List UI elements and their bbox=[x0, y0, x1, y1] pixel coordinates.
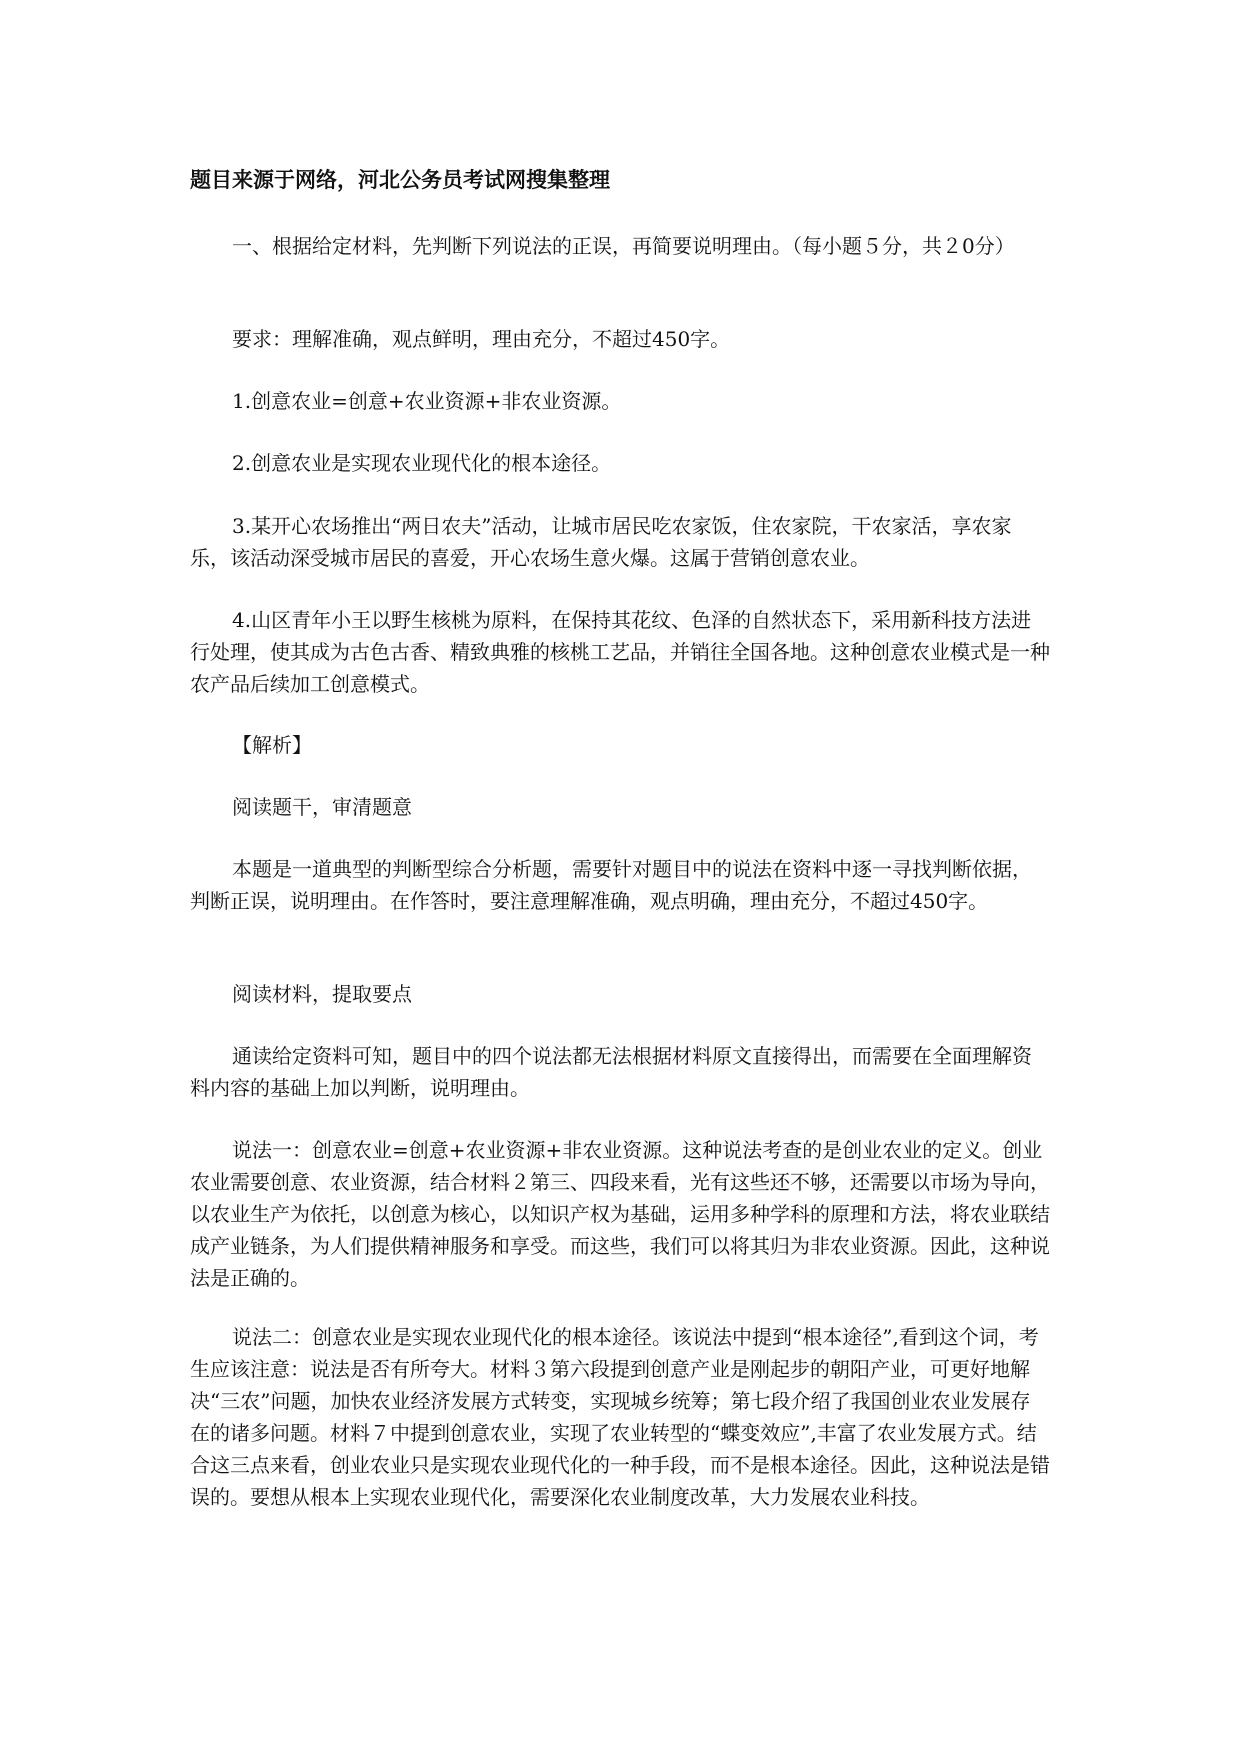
question-intro-paragraph: 一、根据给定材料，先判断下列说法的正误，再简要说明理由。（每小题５分，共２0分） bbox=[232, 234, 1015, 258]
document-title: 题目来源于网络，河北公务员考试网搜集整理 bbox=[190, 168, 610, 192]
requirement-paragraph: 要求：理解准确，观点鲜明，理由充分，不超过450字。 bbox=[232, 327, 731, 351]
statement-2-analysis-paragraph: 说法二：创意农业是实现农业现代化的根本途径。该说法中提到“根本途径”,看到这个词，考生应该注意：说法是否有所夸大。材料３第六段提到创意产业是刚起步的朝阳产业，可更好地解决“三农”问题，加快农业经济发展方式转变，实现城乡统筹；第七段介绍了我国创业农业发展存在的诸多问题。材料７中提到创意农业，实现了农业转型的“蝶变效应”,丰富了农业发展方式。结合这三点来看，创业农业只是实现农业现代化的一种手段，而不是根本途径。因此，这种说法是错误的。要想从根本上实现农业现代化，需要深化农业制度改革，大力发展农业科技。 bbox=[190, 1325, 1050, 1509]
question-analysis-paragraph: 本题是一道典型的判断型综合分析题，需要针对题目中的说法在资料中逐一寻找判断依据，判断正误，说明理由。在作答时，要注意理解准确，观点明确，理由充分，不超过450字。 bbox=[190, 857, 1032, 913]
statement-1-analysis-paragraph: 说法一：创意农业=创意+农业资源+非农业资源。这种说法考查的是创业农业的定义。创业农业需要创意、农业资源，结合材料２第三、四段来看，光有这些还不够，还需要以市场为导向，以农业生产为依托，以创意为核心，以知识产权为基础，运用多种学科的原理和方法，将农业联结成产业链条，为人们提供精神服务和享受。而这些，我们可以将其归为非农业资源。因此，这种说法是正确的。 bbox=[190, 1138, 1050, 1290]
statement-4-paragraph: 4.山区青年小王以野生核桃为原料，在保持其花纹、色泽的自然状态下，采用新科技方法进行处理，使其成为古色古香、精致典雅的核桃工艺品，并销往全国各地。这种创意农业模式是一种农产品后续加工创意模式。 bbox=[190, 608, 1050, 696]
statement-3-paragraph: 3.某开心农场推出“两日农夫”活动，让城市居民吃农家饭，住农家院，干农家活，享农家乐，该活动深受城市居民的喜爱，开心农场生意火爆。这属于营销创意农业。 bbox=[190, 514, 1012, 570]
read-material-heading: 阅读材料，提取要点 bbox=[232, 982, 412, 1006]
material-summary-paragraph: 通读给定资料可知，题目中的四个说法都无法根据材料原文直接得出，而需要在全面理解资料内容的基础上加以判断，说明理由。 bbox=[190, 1044, 1032, 1100]
analysis-heading: 【解析】 bbox=[232, 733, 312, 757]
statement-1-paragraph: 1.创意农业=创意+农业资源+非农业资源。 bbox=[232, 389, 622, 413]
read-question-heading: 阅读题干，审清题意 bbox=[232, 795, 412, 819]
statement-2-paragraph: 2.创意农业是实现农业现代化的根本途径。 bbox=[232, 451, 612, 475]
